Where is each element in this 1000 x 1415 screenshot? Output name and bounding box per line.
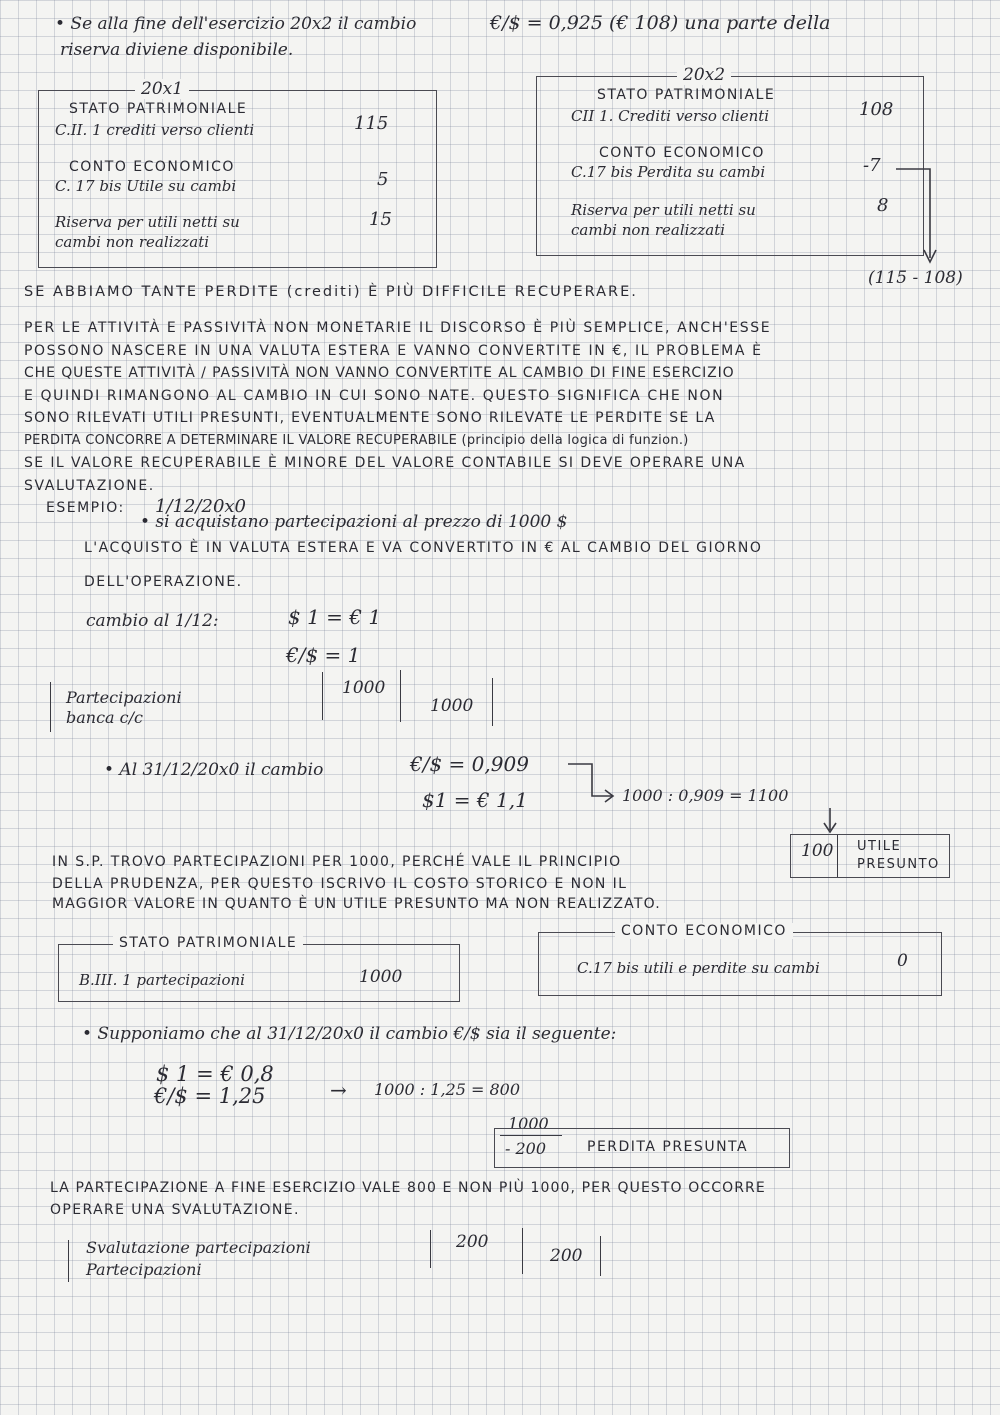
example-label: ESEMPIO: xyxy=(46,500,125,516)
rate-line-1: $ 1 = € 1 xyxy=(288,605,382,629)
ce-box-item: C.17 bis utili e perdite su cambi xyxy=(577,959,820,977)
box-20x2-sp-value: 108 xyxy=(859,99,894,120)
example-date: 1/12/20x0 xyxy=(155,496,246,517)
ce-box-title: CONTO ECONOMICO xyxy=(615,923,793,939)
box-20x2-year: 20x2 xyxy=(677,65,731,85)
entry-2-credit: 200 xyxy=(550,1246,583,1266)
suppose-line: • Supponiamo che al 31/12/20x0 il cambio €/$ sia il seguente: xyxy=(82,1024,617,1044)
sp-box-title: STATO PATRIMONIALE xyxy=(113,935,303,951)
intro-line-1: • Se alla fine dell'esercizio 20x2 il cambio xyxy=(55,14,417,34)
box-20x1-ce-value: 5 xyxy=(377,169,389,190)
intro-line-2: riserva diviene disponibile. xyxy=(60,40,294,60)
box-20x2-reserve-value: 8 xyxy=(877,195,889,216)
entry-1-mid-rule xyxy=(400,670,401,722)
box-20x2-reserve-line-2: cambi non realizzati xyxy=(571,221,726,239)
diff-note: (115 - 108) xyxy=(868,268,963,288)
entry-1-debit: 1000 xyxy=(342,678,386,698)
box-20x2-sp-title: STATO PATRIMONIALE xyxy=(597,87,776,103)
box-20x1-sp-item: C.II. 1 crediti verso clienti xyxy=(55,121,255,139)
box-20x2-ce-value: -7 xyxy=(863,155,881,176)
box-20x1-ce-item: C. 17 bis Utile su cambi xyxy=(55,177,237,195)
suppose-minuend: 1000 xyxy=(508,1114,549,1133)
entry-2-mid-rule xyxy=(522,1228,523,1274)
suppose-calc: 1000 : 1,25 = 800 xyxy=(374,1080,521,1099)
paragraph-line: SE IL VALORE RECUPERABILE È MINORE DEL VALORE CONTABILE SI DEVE OPERARE UNA xyxy=(24,455,746,471)
sp-box-item: B.III. 1 partecipazioni xyxy=(79,971,245,989)
presumed-gain-box xyxy=(790,834,950,878)
presumed-gain-divider xyxy=(837,835,838,877)
paragraph-line: PER LE ATTIVITÀ E PASSIVITÀ NON MONETARIE IL DISCORSO È PIÙ SEMPLICE, ANCH'ESSE xyxy=(24,320,772,336)
suppose-rate-1: $ 1 = € 0,8 xyxy=(156,1062,274,1086)
entry-2-left-rule xyxy=(68,1240,69,1282)
non-monetary-paragraph xyxy=(24,320,771,500)
down-arrow-icon xyxy=(820,806,840,836)
writedown-line-2: OPERARE UNA SVALUTAZIONE. xyxy=(50,1202,300,1218)
box-20x1-ce-title: CONTO ECONOMICO xyxy=(69,159,235,175)
presumed-gain-label-2: PRESUNTO xyxy=(857,857,940,872)
intro-rate: €/$ = 0,925 (€ 108) una parte della xyxy=(490,12,831,34)
conversion-line-2: DELL'OPERAZIONE. xyxy=(84,574,243,590)
losses-line: SE ABBIAMO TANTE PERDITE (crediti) È PIÙ DIFFICILE RECUPERARE. xyxy=(24,284,638,300)
box-20x2-sp-item: CII 1. Crediti verso clienti xyxy=(571,107,770,125)
entry-2-account-1: Svalutazione partecipazioni xyxy=(86,1238,311,1257)
suppose-rate-2: €/$ = 1,25 xyxy=(154,1084,266,1108)
box-20x2-reserve-line-1: Riserva per utili netti su xyxy=(571,201,756,219)
entry-2-debit: 200 xyxy=(456,1232,489,1252)
rate-line-2: €/$ = 1 xyxy=(286,643,361,667)
writedown-line-1: LA PARTECIPAZIONE A FINE ESERCIZIO VALE 800 E NON PIÙ 1000, PER QUESTO OCCORRE xyxy=(50,1180,766,1196)
entry-2-account-2: Partecipazioni xyxy=(86,1260,202,1279)
year-end-rate: €/$ = 0,909 xyxy=(410,752,529,776)
box-20x2 xyxy=(536,65,924,256)
paragraph-line: CHE QUESTE ATTIVITÀ / PASSIVITÀ NON VANNO CONVERTITE AL CAMBIO DI FINE ESERCIZIO xyxy=(24,365,735,381)
example-bullet: • si acquistano partecipazioni al prezzo di 1000 $ xyxy=(140,512,568,532)
paragraph-line: POSSONO NASCERE IN UNA VALUTA ESTERA E VANNO CONVERTITE IN €, IL PROBLEMA È xyxy=(24,342,763,359)
box-20x2-ce-title: CONTO ECONOMICO xyxy=(599,145,765,161)
entry-1-right-rule xyxy=(492,678,493,726)
ce-box-value: 0 xyxy=(897,951,908,971)
entry-1-left-rule xyxy=(50,682,51,732)
calc-arrow-icon xyxy=(560,756,620,806)
prudence-line-1: IN S.P. TROVO PARTECIPAZIONI PER 1000, PERCHÉ VALE IL PRINCIPIO xyxy=(52,854,622,870)
paragraph-line: SONO RILEVATI UTILI PRESUNTI, EVENTUALMENTE SONO RILEVATE LE PERDITE SE LA xyxy=(24,410,716,426)
box-20x1-year: 20x1 xyxy=(135,79,189,99)
connector-arrow-icon xyxy=(890,160,950,270)
year-end-calc: 1000 : 0,909 = 1100 xyxy=(622,786,789,805)
presumed-gain-value: 100 xyxy=(801,841,834,861)
box-20x1-reserve-value: 15 xyxy=(369,209,392,230)
box-20x1 xyxy=(38,79,437,268)
entry-1-debit-rule xyxy=(322,672,323,720)
suppose-arrow-icon: → xyxy=(330,1078,347,1102)
presumed-loss-label: PERDITA PRESUNTA xyxy=(587,1139,749,1155)
box-20x2-ce-item: C.17 bis Perdita su cambi xyxy=(571,163,766,181)
ce-box xyxy=(538,923,942,996)
conversion-line-1: L'ACQUISTO È IN VALUTA ESTERA E VA CONVERTITO IN € AL CAMBIO DEL GIORNO xyxy=(84,540,763,556)
presumed-loss-box xyxy=(494,1128,790,1168)
box-20x1-reserve-line-2: cambi non realizzati xyxy=(55,233,210,251)
entry-2-debit-rule xyxy=(430,1230,431,1268)
prudence-line-2: DELLA PRUDENZA, PER QUESTO ISCRIVO IL COSTO STORICO E NON IL xyxy=(52,876,628,892)
paragraph-line: SVALUTAZIONE. xyxy=(24,477,155,494)
entry-1-credit: 1000 xyxy=(430,696,474,716)
presumed-loss-value: - 200 xyxy=(505,1139,547,1158)
entry-1-account-2: banca c/c xyxy=(66,708,143,727)
entry-1-account-1: Partecipazioni xyxy=(66,688,182,707)
year-end-line: • Al 31/12/20x0 il cambio xyxy=(104,760,324,780)
paragraph-line: E QUINDI RIMANGONO AL CAMBIO IN CUI SONO NATE. QUESTO SIGNIFICA CHE NON xyxy=(24,387,725,404)
year-end-rate-2: $1 = € 1,1 xyxy=(422,788,528,812)
box-20x1-sp-title: STATO PATRIMONIALE xyxy=(69,101,248,117)
rate-label: cambio al 1/12: xyxy=(86,611,219,631)
prudence-line-3: MAGGIOR VALORE IN QUANTO È UN UTILE PRESUNTO MA NON REALIZZATO. xyxy=(52,896,661,912)
presumed-gain-label-1: UTILE xyxy=(857,839,902,854)
sp-box xyxy=(58,935,460,1002)
box-20x1-sp-value: 115 xyxy=(354,113,389,134)
sp-box-value: 1000 xyxy=(359,967,403,987)
paragraph-line: PERDITA CONCORRE A DETERMINARE IL VALORE RECUPERABILE (principio della logica di funzion.) xyxy=(24,432,689,448)
entry-2-right-rule xyxy=(600,1236,601,1276)
box-20x1-reserve-line-1: Riserva per utili netti su xyxy=(55,213,240,231)
